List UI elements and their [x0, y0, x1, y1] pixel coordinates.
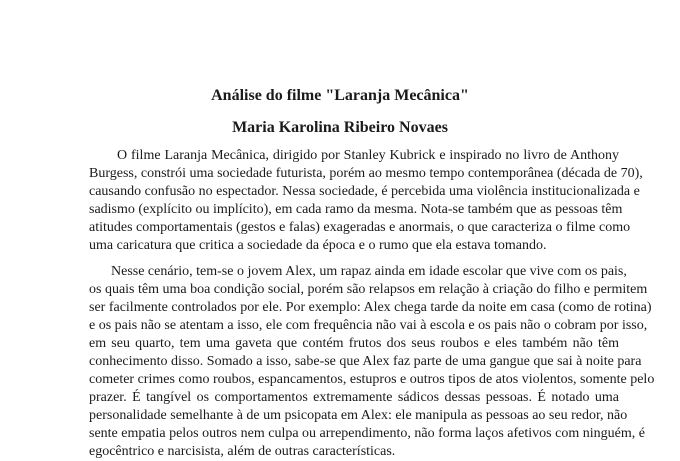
paragraph-line: conhecimento disso. Somado a isso, sabe-se que Alex faz parte de uma gangue que sai à noite para — [89, 354, 642, 369]
document-author: Maria Karolina Ribeiro Novaes — [232, 119, 448, 136]
paragraph-line: causando confusão no espectador. Nessa sociedade, é percebida uma violência institucionalizada e — [89, 184, 640, 199]
paragraph-1 — [89, 147, 643, 255]
paragraph-line: O filme Laranja Mecânica, dirigido por Stanley Kubrick e inspirado no livro de Anthony — [117, 148, 619, 163]
paragraph-line: Nesse cenário, tem-se o jovem Alex, um rapaz ainda em idade escolar que vive com os pais, — [111, 264, 627, 279]
paragraph-line: em seu quarto, tem uma gaveta que contém frutos dos seus roubos e eles também não têm — [89, 336, 619, 351]
paragraph-line: sadismo (explícito ou implícito), em cada ramo da mesma. Nota-se também que as pessoas têm — [89, 202, 623, 217]
paragraph-line: cometer crimes como roubos, espancamentos, estupros e outros tipos de atos violentos, somente pelo — [89, 372, 655, 387]
paragraph-line: Burgess, constrói uma sociedade futurista, porém ao mesmo tempo contemporânea (década de 70), — [89, 166, 643, 181]
paragraph-line: uma caricatura que critica a sociedade da época e o rumo que ela estava tomando. — [89, 238, 547, 253]
paragraph-line: e os pais não se atentam a isso, ele com frequência não vai à escola e os pais não o cobram por isso, — [89, 318, 648, 333]
paragraph-line: personalidade semelhante à de um psicopata em Alex: ele manipula as pessoas ao seu redor, não — [89, 408, 628, 423]
paragraph-2 — [89, 263, 655, 461]
paragraph-line: os quais têm uma boa condição social, porém são relapsos em relação à criação do filho e permitem — [89, 282, 648, 297]
paragraph-line: egocêntrico e narcisista, além de outras características. — [89, 444, 396, 459]
document-title: Análise do filme "Laranja Mecânica" — [211, 87, 469, 104]
paragraph-line: ser facilmente controlados por ele. Por exemplo: Alex chega tarde da noite em casa (como de rotina) — [89, 300, 652, 315]
paragraph-line: sente empatia pelos outros nem culpa ou arrependimento, não forma laços afetivos com ninguém, é — [89, 426, 645, 441]
paragraph-line: prazer. É tangível os comportamentos extremamente sádicos dessas pessoas. É notado uma — [89, 390, 619, 405]
paragraph-line: atitudes comportamentais (gestos e falas) exageradas e anormais, o que caracteriza o filme como — [89, 220, 631, 235]
